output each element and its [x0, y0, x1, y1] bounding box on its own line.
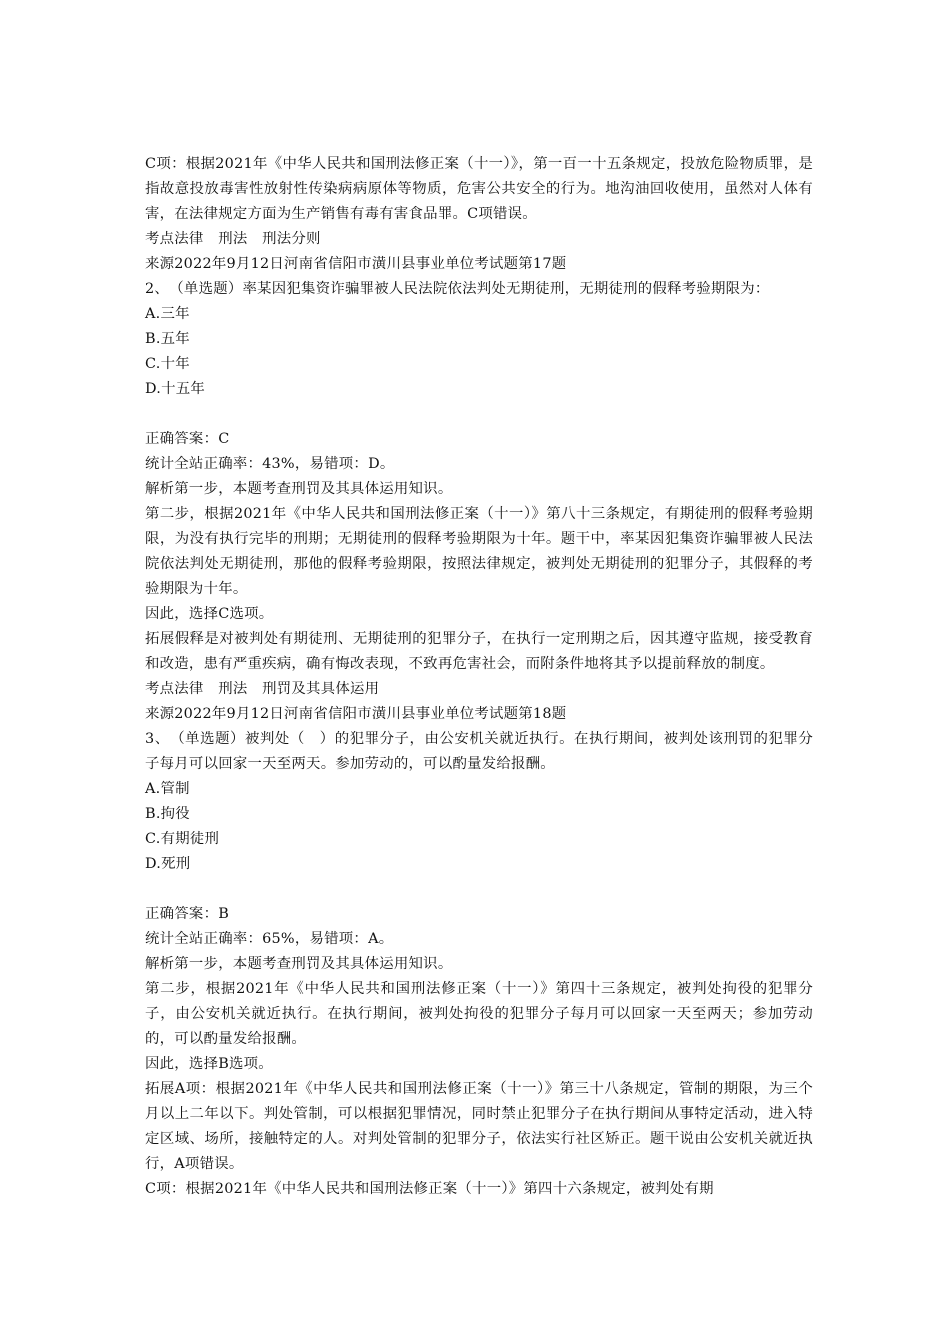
question-3-stats: 统计全站正确率：65%，易错项：A。 [145, 931, 394, 947]
question-2-extension: 拓展假释是对被判处有期徒刑、无期徒刑的犯罪分子，在执行一定刑期之后，因其遵守监规，接受教育和改造，患有严重疾病，确有悔改表现，不致再危害社会，而附条件地将其予以提前释放的制度。 [145, 631, 813, 672]
question-2-option-c: C.十年 [145, 356, 190, 372]
topic-label: 考点法律 刑法 刑法分则 [145, 231, 321, 247]
question-2-analysis-step2: 第二步，根据2021年《中华人民共和国刑法修正案（十一）》第八十三条规定，有期徒刑的假释考验期限，为没有执行完毕的刑期；无期徒刑的假释考验期限为十年。题干中，率某因犯集资诈骗罪被人民法院依法判处无期徒刑，那他的假释考验期限，按照法律规定，被判处无期徒刑的犯罪分子，其假释的考验期限为十年。 [145, 506, 813, 597]
question-3-option-c: C.有期徒刑 [145, 831, 220, 847]
question-2-conclusion: 因此，选择C选项。 [145, 606, 274, 622]
question-2-answer: 正确答案：C [145, 431, 230, 447]
question-3-analysis-step2: 第二步，根据2021年《中华人民共和国刑法修正案（十一）》第四十三条规定，被判处拘役的犯罪分子，由公安机关就近执行。在执行期间，被判处拘役的犯罪分子每月可以回家一天至两天；参加劳动的，可以酌量发给报酬。 [145, 981, 813, 1047]
question-3-conclusion: 因此，选择B选项。 [145, 1056, 273, 1072]
question-3-analysis-step1: 解析第一步，本题考查刑罚及其具体运用知识。 [145, 956, 453, 972]
topic-label: 考点法律 刑法 刑罚及其具体运用 [145, 681, 380, 697]
question-3-option-a: A.管制 [145, 781, 190, 797]
blank-line [145, 402, 813, 427]
question-2-stats: 统计全站正确率：43%，易错项：D。 [145, 456, 395, 472]
question-3-extension-a: 拓展A项：根据2021年《中华人民共和国刑法修正案（十一）》第三十八条规定，管制的期限，为三个月以上二年以下。判处管制，可以根据犯罪情况，同时禁止犯罪分子在执行期间从事特定活动，进入特定区域、场所，接触特定的人。对判处管制的犯罪分子，依法实行社区矫正。题干说由公安机关就近执行，A项错误。 [145, 1081, 813, 1172]
blank-line [145, 877, 813, 902]
document-page [145, 152, 813, 1202]
question-3-extension-c: C项：根据2021年《中华人民共和国刑法修正案（十一）》第四十六条规定，被判处有期 [145, 1181, 714, 1197]
question-3-option-b: B.拘役 [145, 806, 190, 822]
question-2-option-b: B.五年 [145, 331, 190, 347]
option-c-explanation: C项：根据2021年《中华人民共和国刑法修正案（十一）》，第一百一十五条规定，投放危险物质罪，是指故意投放毒害性放射性传染病病原体等物质，危害公共安全的行为。地沟油回收使用，虽然对人体有害，在法律规定方面为生产销售有毒有害食品罪。C项错误。 [145, 156, 813, 222]
source-label: 来源2022年9月12日河南省信阳市潢川县事业单位考试题第18题 [145, 706, 567, 722]
question-2-analysis-step1: 解析第一步，本题考查刑罚及其具体运用知识。 [145, 481, 453, 497]
question-3-stem: 3、 （单选题）被判处（ ）的犯罪分子，由公安机关就近执行。在执行期间，被判处该刑罚的犯罪分子每月可以回家一天至两天。参加劳动的，可以酌量发给报酬。 [145, 731, 813, 772]
question-2-option-d: D.十五年 [145, 381, 206, 397]
source-label: 来源2022年9月12日河南省信阳市潢川县事业单位考试题第17题 [145, 256, 567, 272]
question-3-option-d: D.死刑 [145, 856, 191, 872]
question-3-answer: 正确答案：B [145, 906, 230, 922]
question-2-option-a: A.三年 [145, 306, 190, 322]
question-2-stem: 2、 （单选题）率某因犯集资诈骗罪被人民法院依法判处无期徒刑，无期徒刑的假释考验期限为： [145, 281, 770, 297]
